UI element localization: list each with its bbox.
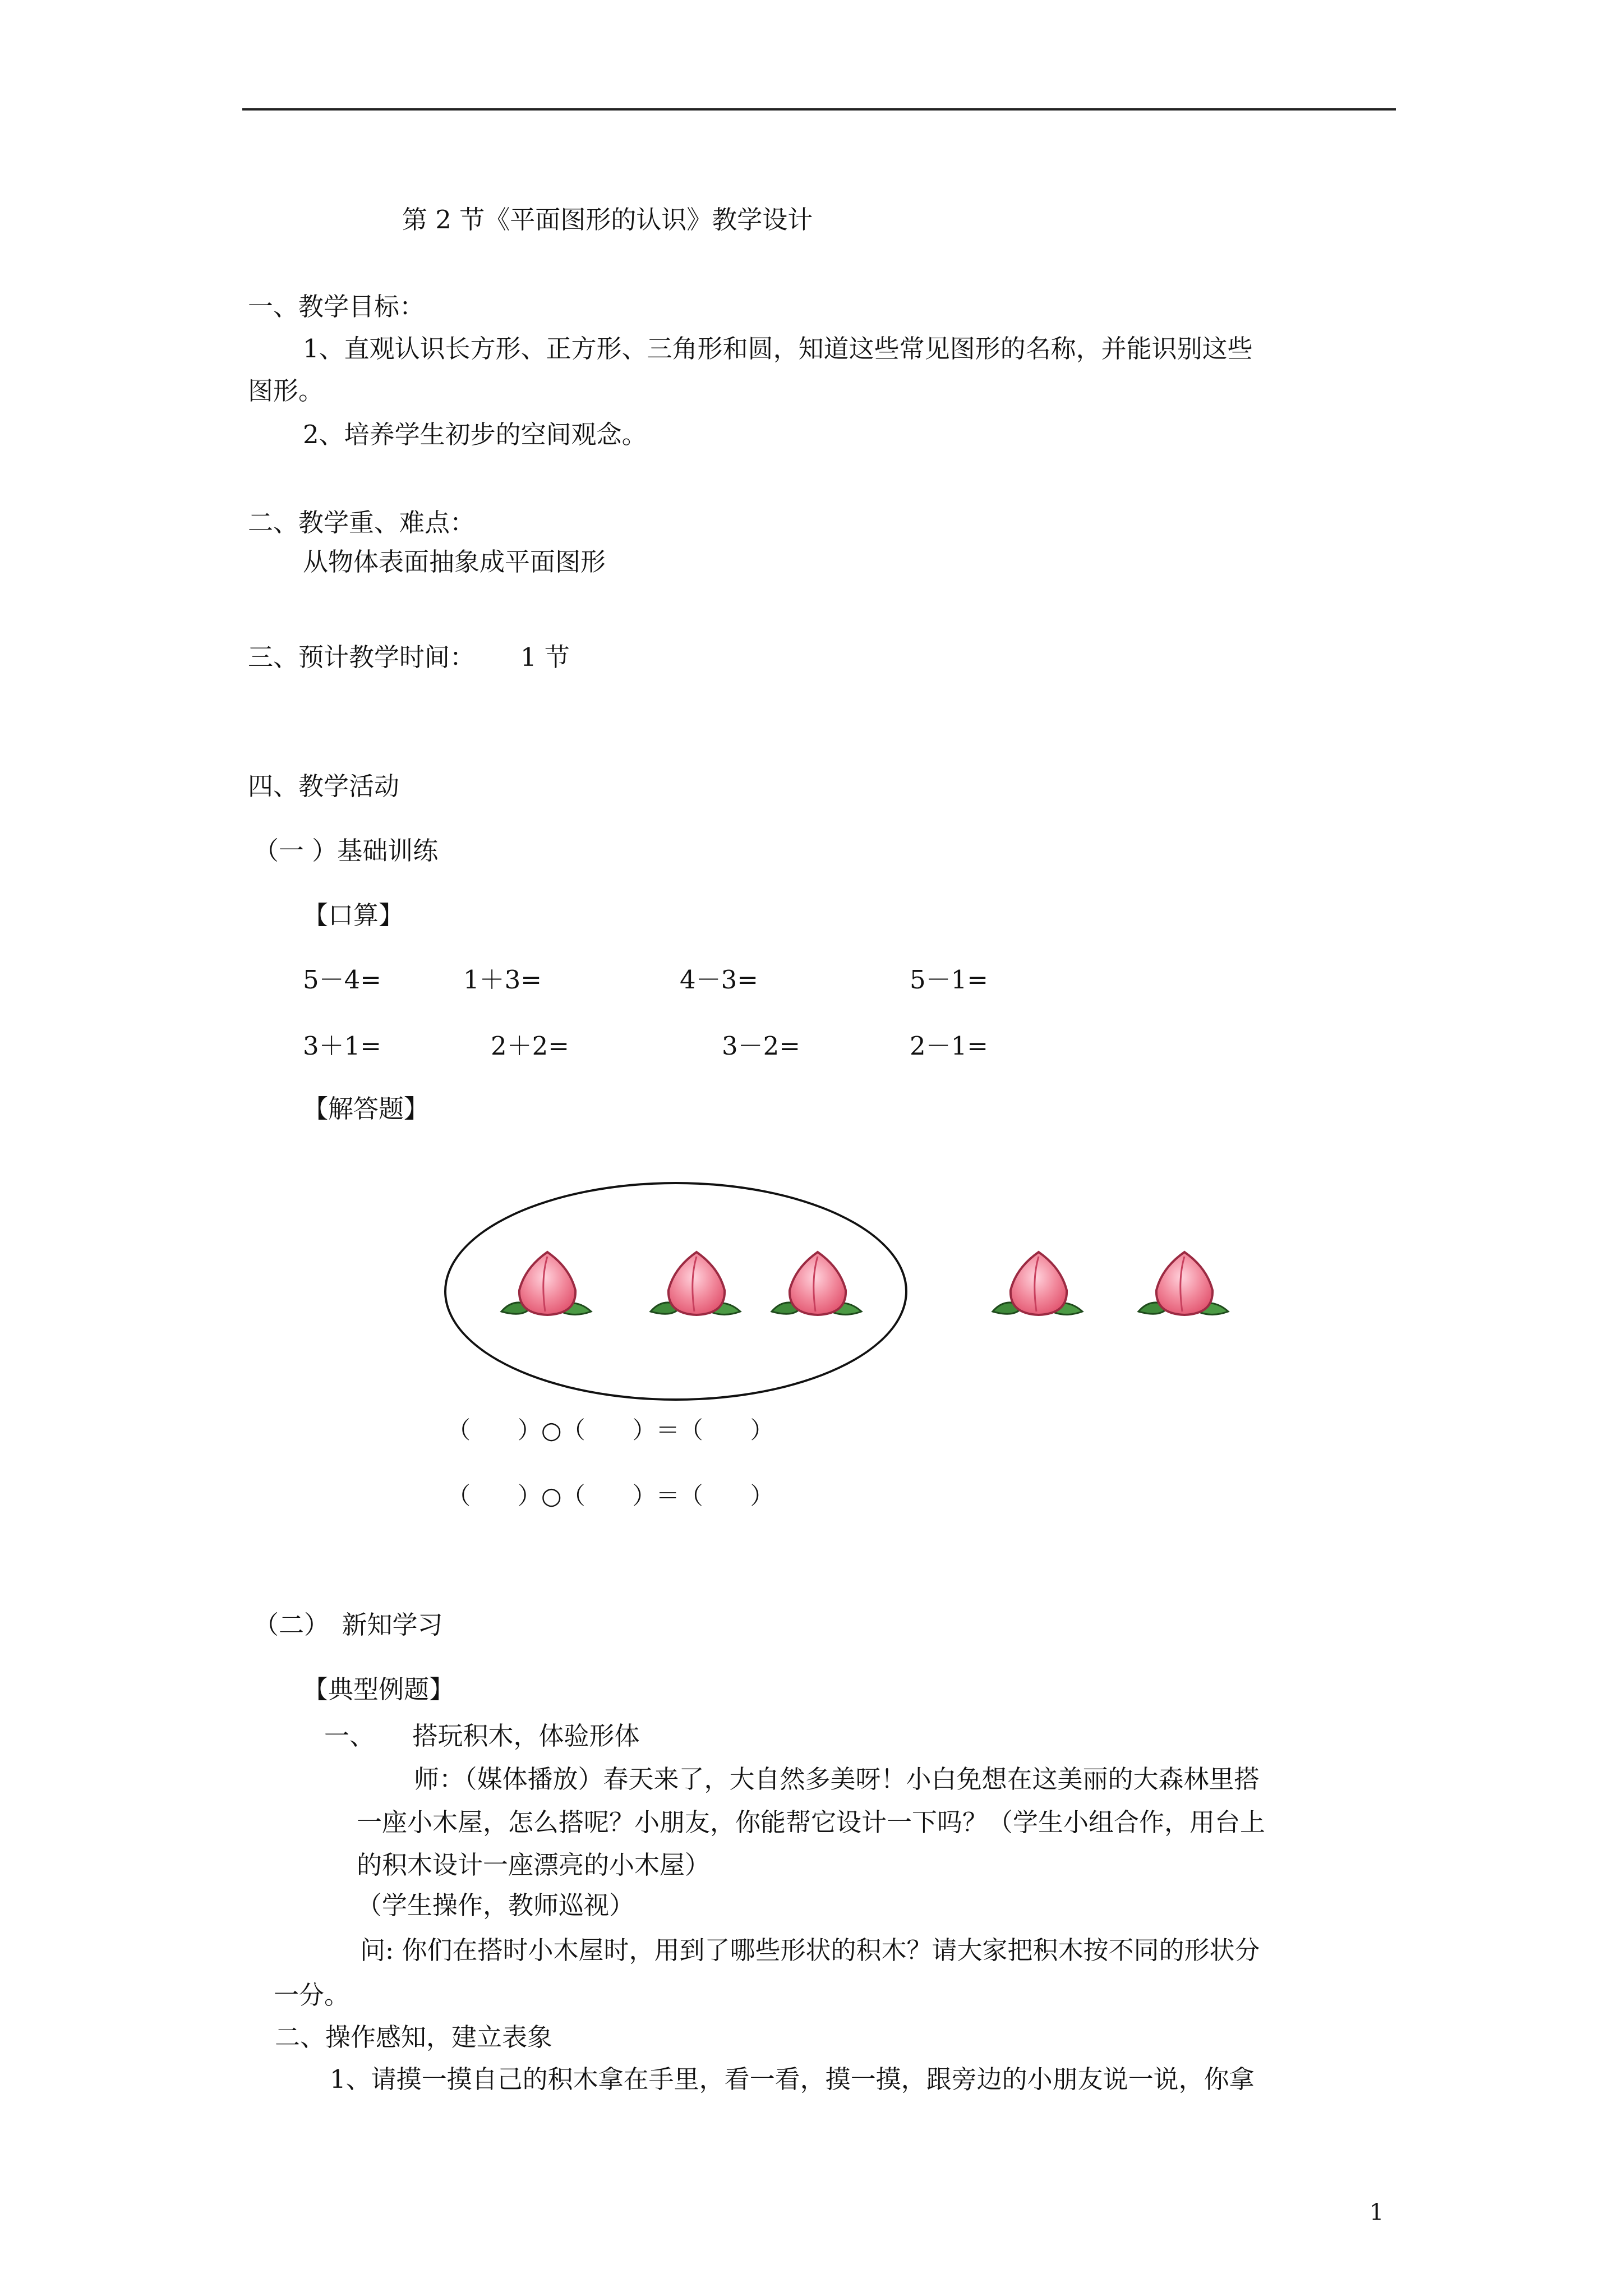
peach-icon [640, 1245, 753, 1335]
calc-r2-c4: 2－1= [910, 1031, 988, 1061]
blank-equation-2: （ ）○（ ）＝（ ） [447, 1482, 774, 1510]
header-rule [242, 108, 1396, 111]
calc-r2-c2: 2＋2= [491, 1031, 569, 1061]
p1-line2: 一座小木屋，怎么搭呢？小朋友，你能帮它设计一下吗？（学生小组合作，用台上 [357, 1807, 1266, 1837]
p2: （学生操作，教师巡视） [357, 1890, 635, 1920]
p1-line3: 的积木设计一座漂亮的小木屋） [357, 1850, 711, 1880]
calc-r1-c3: 4－3= [680, 965, 758, 995]
sec3-value: 1 节 [520, 642, 570, 672]
peach-icon [1128, 1245, 1241, 1335]
sub1-heading: 一、 搭玩积木，体验形体 [324, 1721, 640, 1751]
page-number: 1 [1370, 2200, 1384, 2225]
calc-r1-c1: 5－4= [303, 965, 381, 995]
p4: 1、请摸一摸自己的积木拿在手里，看一看，摸一摸，跟旁边的小朋友说一说，你拿 [330, 2064, 1255, 2094]
p1-line1: 师：（媒体播放）春天来了，大自然多美呀！小白免想在这美丽的大森林里搭 [414, 1764, 1260, 1794]
example-label: 【典型例题】 [303, 1674, 455, 1704]
oral-label: 【口算】 [303, 900, 404, 930]
peach-icon [491, 1245, 603, 1335]
sec2-heading: 二、教学重、难点： [248, 508, 476, 537]
calc-r1-c2: 1＋3= [463, 965, 542, 995]
p3-line1: 问: 你们在搭时小木屋时，用到了哪些形状的积木？请大家把积木按不同的形状分 [360, 1935, 1260, 1965]
part1-heading: （一 ）基础训练 [253, 836, 439, 866]
calc-r2-c3: 3－2= [722, 1031, 800, 1061]
peach-icon [762, 1245, 874, 1335]
part2-heading: （二） 新知学习 [253, 1610, 443, 1640]
sec1-heading: 一、教学目标： [248, 292, 425, 321]
sec4-heading: 四、教学活动 [248, 771, 400, 801]
sec1-item2: 2、培养学生初步的空间观念。 [303, 420, 647, 449]
peach-icon [983, 1245, 1095, 1335]
blank-equation-1: （ ）○（ ）＝（ ） [447, 1416, 774, 1444]
solve-label: 【解答题】 [303, 1094, 430, 1124]
sub2-heading: 二、操作感知，建立表象 [275, 2022, 553, 2052]
calc-r1-c4: 5－1= [910, 965, 988, 995]
p3-line2: 一分。 [274, 1980, 350, 2010]
sec1-item1-line1: 1、直观认识长方形、正方形、三角形和圆，知道这些常见图形的名称，并能识别这些 [303, 334, 1253, 364]
sec2-content: 从物体表面抽象成平面图形 [303, 547, 606, 577]
sec1-item1-line2: 图形。 [248, 376, 324, 406]
page-title: 第 2 节《平面图形的认识》教学设计 [402, 205, 813, 234]
calc-r2-c1: 3＋1= [303, 1031, 381, 1061]
sec3-heading: 三、预计教学时间： [248, 642, 476, 672]
